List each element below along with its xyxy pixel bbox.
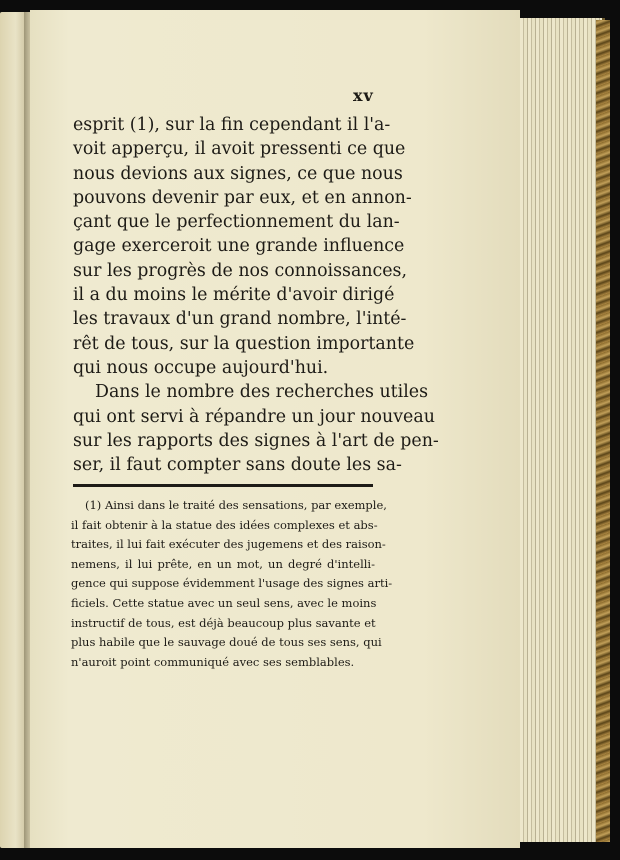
- page-number: xv: [353, 86, 374, 105]
- text-line: rêt de tous, sur la question importante: [73, 333, 415, 354]
- footnote-separator-rule: [73, 484, 373, 487]
- text-line: ser, il faut compter sans doute les sa-: [73, 455, 402, 476]
- footnote-line: traites, il lui fait exécuter des jugemens et des raison-: [71, 537, 386, 552]
- main-text-block: [73, 113, 439, 477]
- text-line: sur les progrès de nos connoissances,: [73, 260, 407, 281]
- text-line: gage exerceroit une grande influence: [73, 236, 405, 257]
- text-line: les travaux d'un grand nombre, l'inté-: [73, 309, 407, 330]
- footnote-line: il fait obtenir à la statue des idées complexes et abs-: [71, 517, 378, 532]
- text-line: nous devions aux signes, ce que nous: [73, 163, 403, 184]
- text-line: çant que le perfectionnement du lan-: [73, 212, 400, 233]
- footnote-block: [71, 496, 393, 672]
- footnote-line: (1) Ainsi dans le traité des sensations, par exemple,: [85, 498, 387, 512]
- footnote-line: nemens, il lui prête, en un mot, un degré d'intelli-: [71, 556, 375, 571]
- text-line: qui nous occupe aujourd'hui.: [73, 357, 329, 378]
- footnote-line: plus habile que le sauvage doué de tous ses sens, qui: [71, 635, 382, 650]
- text-line: qui ont servi à répandre un jour nouveau: [73, 406, 435, 427]
- text-line: il a du moins le mérite d'avoir dirigé: [73, 285, 395, 306]
- text-line: voit apperçu, il avoit pressenti ce que: [73, 139, 406, 160]
- facing-page-edge: [0, 12, 26, 848]
- text-line: esprit (1), sur la fin cependant il l'a-: [73, 115, 391, 135]
- text-line: pouvons devenir par eux, et en annon-: [73, 187, 412, 208]
- paragraph-start-line: Dans le nombre des recherches utiles: [95, 382, 429, 403]
- footnote-line: n'auroit point communiqué avec ses semblables.: [71, 654, 355, 669]
- marbled-cover-edge: [596, 20, 610, 842]
- footnote-line: instructif de tous, est déjà beaucoup plus savante et: [71, 615, 376, 630]
- footnote-line: gence qui suppose évidemment l'usage des signes arti-: [71, 576, 393, 591]
- text-line: sur les rapports des signes à l'art de pen-: [73, 430, 439, 451]
- footnote-line: ficiels. Cette statue avec un seul sens, avec le moins: [71, 595, 377, 610]
- page-edges: [516, 18, 605, 842]
